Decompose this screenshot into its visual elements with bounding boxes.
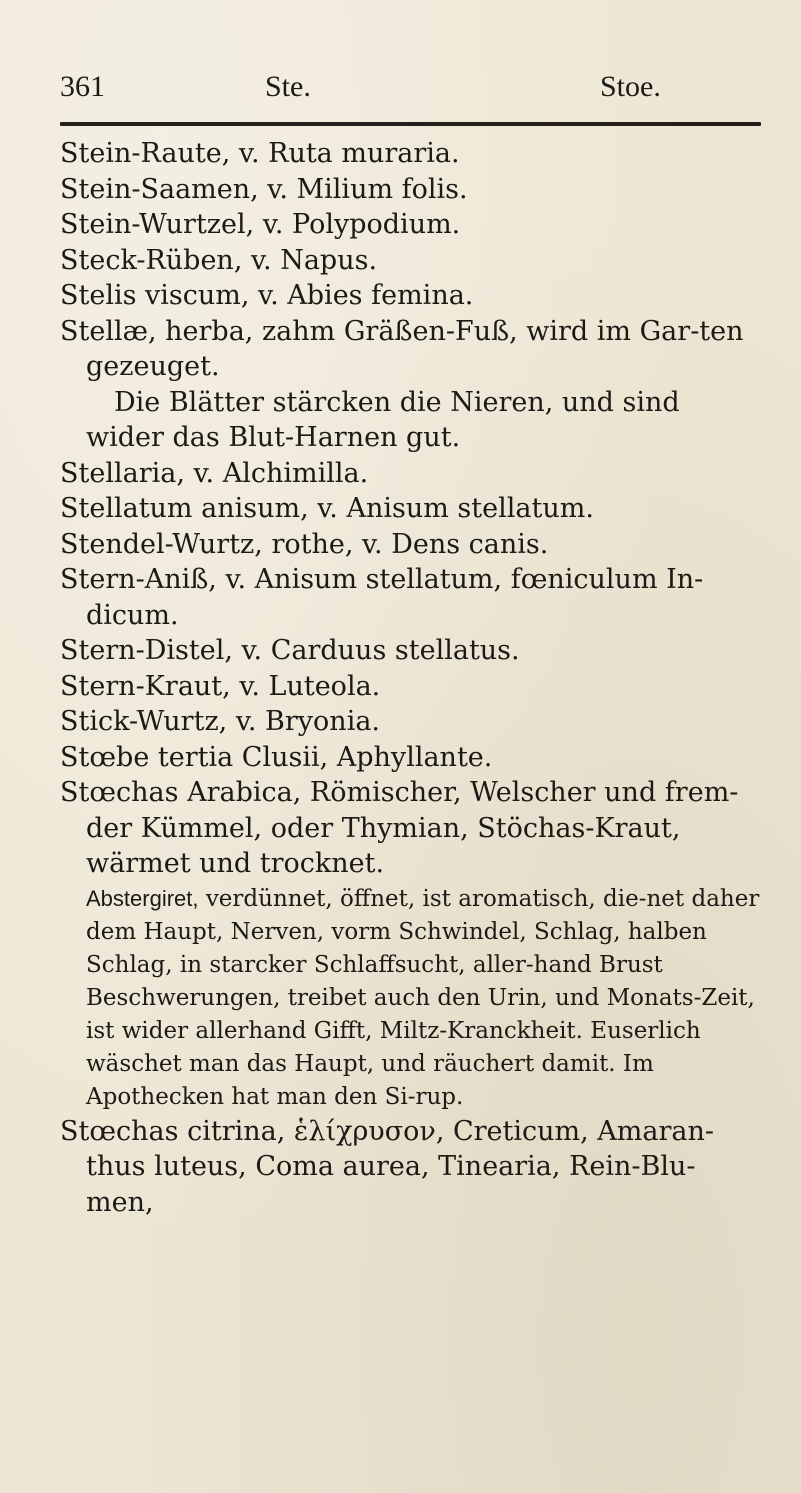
page-header	[60, 70, 761, 118]
entry-steck-rueben: Steck-Rüben, v. Napus.	[60, 244, 378, 276]
entry-stellaria: Stellaria, v. Alchimilla.	[60, 457, 369, 489]
note-stellae: Die Blätter stärcken die Nieren, und sind wider das Blut-Harnen gut.	[86, 386, 680, 453]
entry-stern-distel: Stern-Distel, v. Carduus stellatus.	[60, 635, 520, 666]
entry-stern-kraut: Stern-Kraut, v. Luteola.	[60, 670, 381, 702]
header-right-keyword: Stoe.	[600, 70, 661, 103]
entry-stellae: Stellæ, herba, zahm Gräßen-Fuß, wird im Gar-ten gezeuget.	[60, 315, 744, 382]
entry-stein-saamen: Stein-Saamen, v. Milium folis.	[60, 173, 468, 205]
entry-stoechas-arabica: Stœchas Arabica, Römischer, Welscher und frem-der Kümmel, oder Thymian, Stöchas-Kraut, wärmet und trocknet.	[60, 777, 739, 879]
entry-stern-anis: Stern-Aniß, v. Anisum stellatum, fœniculum In-dicum.	[60, 564, 704, 631]
entry-stein-raute: Stein-Raute, v. Ruta muraria.	[60, 138, 460, 169]
entry-stelis-viscum: Stelis viscum, v. Abies femina.	[60, 280, 474, 311]
header-left-keyword: Ste.	[265, 70, 311, 103]
entry-stendel-wurtz: Stendel-Wurtz, rothe, v. Dens canis.	[60, 528, 549, 560]
entry-stein-wurtzel: Stein-Wurtzel, v. Polypodium.	[60, 209, 461, 240]
entry-stick-wurtz: Stick-Wurtz, v. Bryonia.	[60, 706, 381, 737]
note-stoechas-body: verdünnet, öffnet, ist aromatisch, die-net daher dem Haupt, Nerven, vorm Schwindel, Schlag, halben Schlag, in starcker Schlaffsucht, aller-hand Brust Beschwerungen, treibet auch den Urin, und Monats-Zeit, ist wider allerhand Gifft, Miltz-Kranckheit. Euserlich wäschet man das Haupt, und räuchert damit. Im Apothecken hat man den Si-rup.	[86, 885, 760, 1110]
entry-stellatum-anisum: Stellatum anisum, v. Anisum stellatum.	[60, 493, 594, 524]
dictionary-entries	[60, 136, 761, 1220]
note-stoechas-arabica	[60, 882, 761, 1114]
page-number: 361	[60, 70, 105, 103]
entry-stoechas-citrina: Stœchas citrina, ἑλίχρυσον, Creticum, Amaran-thus luteus, Coma aurea, Tinearia, Rein-Blu-men,	[60, 1115, 715, 1218]
header-rule	[60, 122, 761, 126]
entry-stoebe-tertia: Stœbe tertia Clusii, Aphyllante.	[60, 741, 493, 773]
note-stoechas-lead: Abstergiret,	[86, 885, 199, 911]
